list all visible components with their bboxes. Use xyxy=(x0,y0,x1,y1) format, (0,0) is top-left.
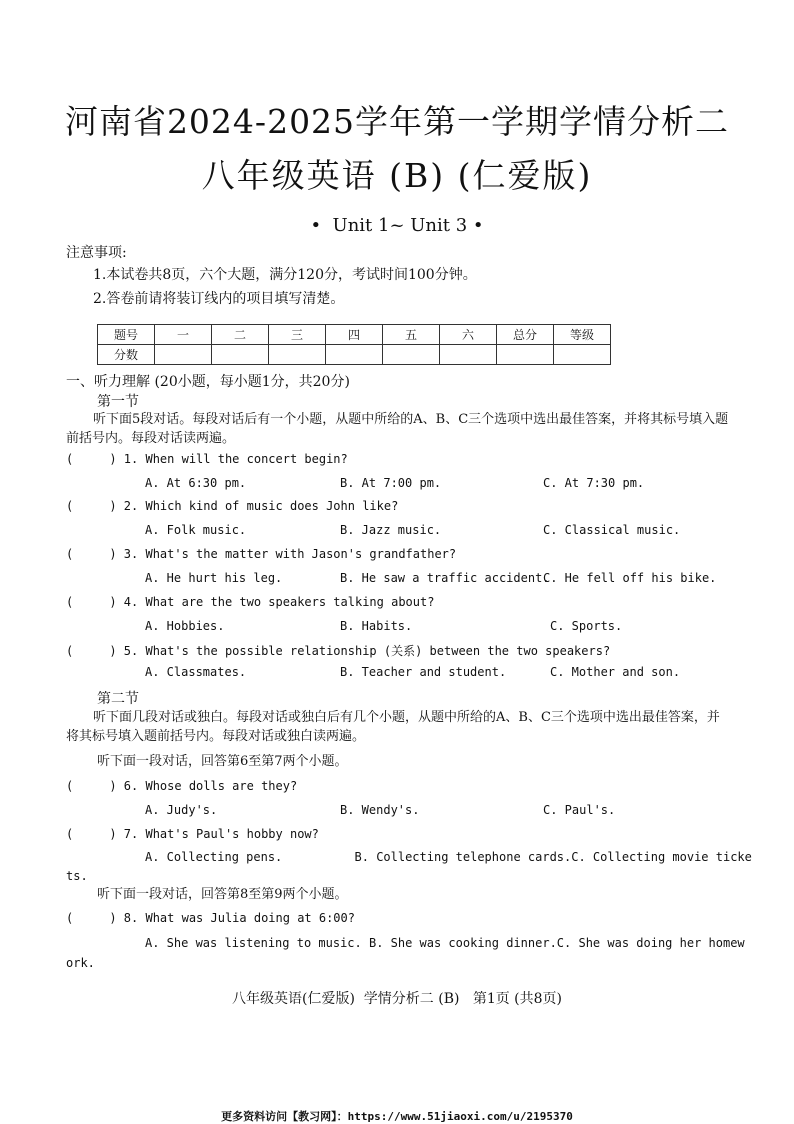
question-7-options: A. Collecting pens. B. Collecting telephone cards.C. Collecting movie ticke xyxy=(145,850,752,864)
question-1-option-c: C. At 7:30 pm. xyxy=(543,476,645,490)
question-8-stem: ( ) 8. What was Julia doing at 6:00? xyxy=(66,911,355,925)
score-table xyxy=(97,324,611,365)
question-4-stem: ( ) 4. What are the two speakers talking about? xyxy=(66,595,435,609)
notice-item-1: 1.本试卷共8页，六个大题，满分120分，考试时间100分钟。 xyxy=(93,267,477,283)
dialog-8-9-instruction: 听下面一段对话，回答第8至第9两个小题。 xyxy=(97,887,348,902)
question-6-option-c: C. Paul's. xyxy=(543,803,616,817)
question-5-option-a: A. Classmates. xyxy=(145,665,247,679)
part2-instruction: 听下面几段对话或独白。每段对话或独白后有几个小题，从题中所给的A、B、C三个选项中选出最佳答案，并将其标号填入题前括号内。每段对话或独白读两遍。 xyxy=(66,710,720,744)
score-entry-cell xyxy=(155,345,212,365)
question-8-options: A. She was listening to music. B. She was cooking dinner.C. She was doing her homew xyxy=(145,936,745,950)
question-4-option-c: C. Sports. xyxy=(550,619,623,633)
exam-title-line2: 八年级英语 (B) (仁爱版) xyxy=(201,156,593,195)
section-title: 一、听力理解 (20小题，每小题1分，共20分) xyxy=(66,374,350,390)
question-5-option-b: B. Teacher and student. xyxy=(340,665,507,679)
score-table-score-row xyxy=(98,345,611,365)
score-entry-cell xyxy=(497,345,554,365)
question-5-option-c: C. Mother and son. xyxy=(550,665,681,679)
question-6-option-a: A. Judy's. xyxy=(145,803,218,817)
score-table-header-row xyxy=(98,325,611,345)
question-2-option-c: C. Classical music. xyxy=(543,523,681,537)
question-6-stem: ( ) 6. Whose dolls are they? xyxy=(66,779,298,793)
score-table-cell: 题号 xyxy=(98,325,155,345)
score-entry-cell xyxy=(212,345,269,365)
score-table-cell: 等级 xyxy=(554,325,611,345)
question-7-wrap: ts. xyxy=(66,869,88,883)
question-7-stem: ( ) 7. What's Paul's hobby now? xyxy=(66,827,319,841)
score-table-cell: 五 xyxy=(383,325,440,345)
question-2-option-a: A. Folk music. xyxy=(145,523,247,537)
question-1-stem: ( ) 1. When will the concert begin? xyxy=(66,452,348,466)
unit-range-subtitle: • Unit 1~ Unit 3 • xyxy=(310,215,484,236)
dialog-6-7-instruction: 听下面一段对话，回答第6至第7两个小题。 xyxy=(97,754,348,769)
notice-item-2: 2.答卷前请将装订线内的项目填写清楚。 xyxy=(93,291,345,307)
question-6-option-b: B. Wendy's. xyxy=(340,803,420,817)
question-8-wrap: ork. xyxy=(66,956,95,970)
question-1-option-b: B. At 7:00 pm. xyxy=(340,476,442,490)
question-1-option-a: A. At 6:30 pm. xyxy=(145,476,247,490)
question-3-option-c: C. He fell off his bike. xyxy=(543,571,717,585)
score-table-cell: 三 xyxy=(269,325,326,345)
score-entry-cell xyxy=(269,345,326,365)
resource-link[interactable]: 更多资料访问【教习网】：https://www.51jiaoxi.com/u/2195370 xyxy=(221,1110,573,1123)
score-table-cell: 六 xyxy=(440,325,497,345)
question-3-stem: ( ) 3. What's the matter with Jason's grandfather? xyxy=(66,547,457,561)
score-table-cell: 总分 xyxy=(497,325,554,345)
question-3-option-b: B. He saw a traffic accident. xyxy=(340,571,550,585)
part1-title: 第一节 xyxy=(97,394,139,410)
score-entry-cell xyxy=(326,345,383,365)
exam-title-line1: 河南省2024-2025学年第一学期学情分析二 xyxy=(64,102,730,141)
question-5-stem: ( ) 5. What's the possible relationship (关系) between the two speakers? xyxy=(66,644,611,658)
score-entry-cell xyxy=(554,345,611,365)
question-4-option-b: B. Habits. xyxy=(340,619,413,633)
part1-instruction: 听下面5段对话。每段对话后有一个小题，从题中所给的A、B、C三个选项中选出最佳答案，并将其标号填入题前括号内。每段对话读两遍。 xyxy=(66,412,729,446)
page-footer: 八年级英语(仁爱版) 学情分析二 (B) 第1页 (共8页) xyxy=(231,991,563,1007)
question-4-option-a: A. Hobbies. xyxy=(145,619,225,633)
part2-title: 第二节 xyxy=(97,691,139,707)
score-entry-cell xyxy=(440,345,497,365)
notice-label: 注意事项: xyxy=(66,245,127,261)
score-table-cell: 一 xyxy=(155,325,212,345)
score-table-cell: 二 xyxy=(212,325,269,345)
question-2-option-b: B. Jazz music. xyxy=(340,523,442,537)
score-table-cell: 四 xyxy=(326,325,383,345)
question-3-option-a: A. He hurt his leg. xyxy=(145,571,283,585)
score-table-cell: 分数 xyxy=(98,345,155,365)
question-2-stem: ( ) 2. Which kind of music does John like? xyxy=(66,499,399,513)
score-entry-cell xyxy=(383,345,440,365)
